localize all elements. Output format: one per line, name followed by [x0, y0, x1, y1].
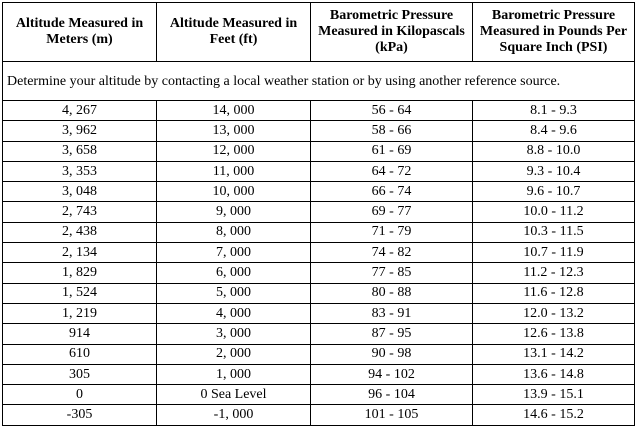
feet-cell: 10, 000 [157, 182, 311, 202]
feet-cell: 1, 000 [157, 364, 311, 384]
psi-cell: 13.6 - 14.8 [473, 364, 635, 384]
table-row [3, 222, 635, 242]
meters-cell: 305 [3, 364, 157, 384]
meters-cell: 1, 524 [3, 283, 157, 303]
table-row [3, 263, 635, 283]
meters-cell: 3, 658 [3, 141, 157, 161]
header-feet: Altitude Measured in Feet (ft) [157, 3, 311, 62]
feet-cell: 4, 000 [157, 303, 311, 323]
kpa-cell: 101 - 105 [311, 405, 473, 425]
feet-cell: 0 Sea Level [157, 385, 311, 405]
meters-cell: 2, 743 [3, 202, 157, 222]
meters-cell: 914 [3, 324, 157, 344]
kpa-cell: 80 - 88 [311, 283, 473, 303]
feet-cell: 8, 000 [157, 222, 311, 242]
table-row [3, 364, 635, 384]
psi-cell: 10.7 - 11.9 [473, 243, 635, 263]
kpa-cell: 61 - 69 [311, 141, 473, 161]
feet-cell: 2, 000 [157, 344, 311, 364]
table-row [3, 283, 635, 303]
feet-cell: 6, 000 [157, 263, 311, 283]
note-row [3, 62, 635, 101]
header-row [3, 3, 635, 62]
kpa-cell: 56 - 64 [311, 101, 473, 121]
kpa-cell: 90 - 98 [311, 344, 473, 364]
table-row [3, 202, 635, 222]
table-row [3, 101, 635, 121]
psi-cell: 11.2 - 12.3 [473, 263, 635, 283]
meters-cell: -305 [3, 405, 157, 425]
psi-cell: 8.8 - 10.0 [473, 141, 635, 161]
table-row [3, 161, 635, 181]
altitude-pressure-table [2, 2, 635, 426]
meters-cell: 2, 134 [3, 243, 157, 263]
table-row [3, 324, 635, 344]
kpa-cell: 83 - 91 [311, 303, 473, 323]
meters-cell: 1, 829 [3, 263, 157, 283]
meters-cell: 1, 219 [3, 303, 157, 323]
table-row [3, 121, 635, 141]
feet-cell: 13, 000 [157, 121, 311, 141]
table-row [3, 303, 635, 323]
feet-cell: 12, 000 [157, 141, 311, 161]
feet-cell: 7, 000 [157, 243, 311, 263]
psi-cell: 10.0 - 11.2 [473, 202, 635, 222]
psi-cell: 12.6 - 13.8 [473, 324, 635, 344]
psi-cell: 14.6 - 15.2 [473, 405, 635, 425]
feet-cell: 3, 000 [157, 324, 311, 344]
psi-cell: 12.0 - 13.2 [473, 303, 635, 323]
header-kpa: Barometric Pressure Measured in Kilopascals (kPa) [311, 3, 473, 62]
feet-cell: 9, 000 [157, 202, 311, 222]
feet-cell: 11, 000 [157, 161, 311, 181]
psi-cell: 9.3 - 10.4 [473, 161, 635, 181]
table-row [3, 385, 635, 405]
table-row [3, 344, 635, 364]
kpa-cell: 64 - 72 [311, 161, 473, 181]
note-text: Determine your altitude by contacting a local weather station or by using another reference source. [3, 62, 635, 101]
kpa-cell: 77 - 85 [311, 263, 473, 283]
kpa-cell: 66 - 74 [311, 182, 473, 202]
kpa-cell: 71 - 79 [311, 222, 473, 242]
kpa-cell: 74 - 82 [311, 243, 473, 263]
psi-cell: 8.4 - 9.6 [473, 121, 635, 141]
table-row [3, 405, 635, 425]
kpa-cell: 69 - 77 [311, 202, 473, 222]
meters-cell: 0 [3, 385, 157, 405]
psi-cell: 9.6 - 10.7 [473, 182, 635, 202]
meters-cell: 3, 962 [3, 121, 157, 141]
meters-cell: 3, 048 [3, 182, 157, 202]
psi-cell: 10.3 - 11.5 [473, 222, 635, 242]
table-row [3, 141, 635, 161]
kpa-cell: 94 - 102 [311, 364, 473, 384]
table-row [3, 182, 635, 202]
table-row [3, 243, 635, 263]
psi-cell: 11.6 - 12.8 [473, 283, 635, 303]
kpa-cell: 58 - 66 [311, 121, 473, 141]
meters-cell: 4, 267 [3, 101, 157, 121]
altitude-pressure-table-container [2, 2, 634, 436]
psi-cell: 8.1 - 9.3 [473, 101, 635, 121]
header-psi: Barometric Pressure Measured in Pounds Per Square Inch (PSI) [473, 3, 635, 62]
psi-cell: 13.9 - 15.1 [473, 385, 635, 405]
meters-cell: 610 [3, 344, 157, 364]
psi-cell: 13.1 - 14.2 [473, 344, 635, 364]
kpa-cell: 96 - 104 [311, 385, 473, 405]
meters-cell: 2, 438 [3, 222, 157, 242]
feet-cell: 14, 000 [157, 101, 311, 121]
feet-cell: 5, 000 [157, 283, 311, 303]
feet-cell: -1, 000 [157, 405, 311, 425]
kpa-cell: 87 - 95 [311, 324, 473, 344]
meters-cell: 3, 353 [3, 161, 157, 181]
header-meters: Altitude Measured in Meters (m) [3, 3, 157, 62]
